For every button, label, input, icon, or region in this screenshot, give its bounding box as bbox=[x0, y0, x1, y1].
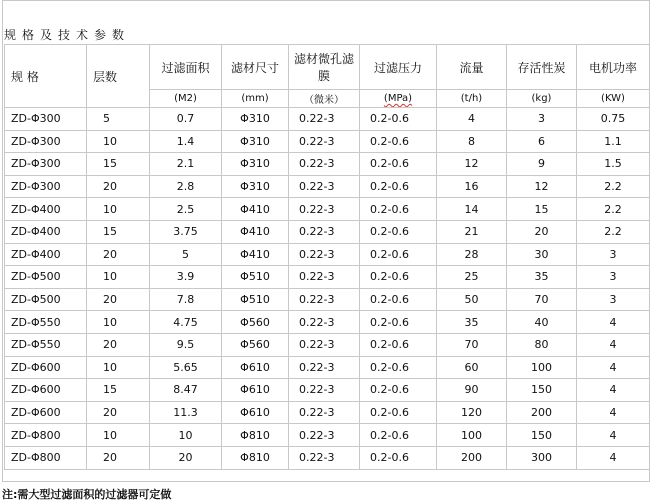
cell-layers: 15 bbox=[87, 379, 150, 402]
cell-carbon: 100 bbox=[507, 356, 577, 379]
cell-carbon: 6 bbox=[507, 130, 577, 153]
cell-layers: 10 bbox=[87, 130, 150, 153]
cell-area: 2.8 bbox=[150, 175, 222, 198]
cell-pressure: 0.2-0.6 bbox=[360, 311, 437, 334]
cell-pore: 0.22-3 bbox=[289, 288, 360, 311]
cell-flow: 100 bbox=[437, 424, 507, 447]
footnote: 注:需大型过滤面积的过滤器可定做 bbox=[2, 488, 172, 501]
table-row bbox=[5, 379, 650, 402]
cell-pore: 0.22-3 bbox=[289, 446, 360, 469]
cell-pressure: 0.2-0.6 bbox=[360, 288, 437, 311]
cell-layers: 20 bbox=[87, 333, 150, 356]
table-row bbox=[5, 198, 650, 221]
cell-carbon: 70 bbox=[507, 288, 577, 311]
cell-flow: 16 bbox=[437, 175, 507, 198]
cell-pressure: 0.2-0.6 bbox=[360, 446, 437, 469]
cell-carbon: 80 bbox=[507, 333, 577, 356]
cell-spec: ZD-Φ300 bbox=[5, 175, 87, 198]
cell-size: Φ810 bbox=[222, 424, 289, 447]
cell-pressure: 0.2-0.6 bbox=[360, 266, 437, 289]
cell-power: 4 bbox=[577, 333, 650, 356]
cell-flow: 25 bbox=[437, 266, 507, 289]
cell-flow: 200 bbox=[437, 446, 507, 469]
cell-size: Φ310 bbox=[222, 175, 289, 198]
cell-layers: 20 bbox=[87, 401, 150, 424]
cell-area: 0.7 bbox=[150, 108, 222, 131]
cell-power: 2.2 bbox=[577, 198, 650, 221]
cell-size: Φ610 bbox=[222, 401, 289, 424]
table-row bbox=[5, 153, 650, 176]
unit-pressure: (MPa) bbox=[360, 90, 437, 108]
header-power: 电机功率 bbox=[577, 45, 650, 90]
cell-power: 2.2 bbox=[577, 220, 650, 243]
cell-area: 1.4 bbox=[150, 130, 222, 153]
cell-area: 11.3 bbox=[150, 401, 222, 424]
cell-spec: ZD-Φ600 bbox=[5, 356, 87, 379]
cell-carbon: 150 bbox=[507, 424, 577, 447]
cell-power: 1.5 bbox=[577, 153, 650, 176]
cell-area: 2.1 bbox=[150, 153, 222, 176]
table-row bbox=[5, 446, 650, 469]
cell-size: Φ610 bbox=[222, 379, 289, 402]
cell-pressure: 0.2-0.6 bbox=[360, 198, 437, 221]
header-flow: 流量 bbox=[437, 45, 507, 90]
cell-carbon: 3 bbox=[507, 108, 577, 131]
cell-spec: ZD-Φ600 bbox=[5, 401, 87, 424]
cell-size: Φ560 bbox=[222, 333, 289, 356]
cell-carbon: 200 bbox=[507, 401, 577, 424]
cell-spec: ZD-Φ500 bbox=[5, 266, 87, 289]
cell-spec: ZD-Φ600 bbox=[5, 379, 87, 402]
cell-pore: 0.22-3 bbox=[289, 266, 360, 289]
cell-spec: ZD-Φ300 bbox=[5, 130, 87, 153]
cell-pressure: 0.2-0.6 bbox=[360, 401, 437, 424]
cell-spec: ZD-Φ300 bbox=[5, 108, 87, 131]
cell-spec: ZD-Φ800 bbox=[5, 424, 87, 447]
table-row bbox=[5, 356, 650, 379]
spec-table bbox=[4, 44, 650, 470]
cell-flow: 12 bbox=[437, 153, 507, 176]
cell-size: Φ610 bbox=[222, 356, 289, 379]
cell-area: 3.75 bbox=[150, 220, 222, 243]
header-pore: 滤材微孔滤膜 bbox=[289, 45, 360, 90]
cell-size: Φ510 bbox=[222, 266, 289, 289]
cell-area: 8.47 bbox=[150, 379, 222, 402]
cell-layers: 20 bbox=[87, 175, 150, 198]
cell-carbon: 40 bbox=[507, 311, 577, 334]
cell-area: 7.8 bbox=[150, 288, 222, 311]
cell-pore: 0.22-3 bbox=[289, 311, 360, 334]
cell-layers: 10 bbox=[87, 198, 150, 221]
cell-pore: 0.22-3 bbox=[289, 198, 360, 221]
cell-power: 4 bbox=[577, 356, 650, 379]
cell-flow: 35 bbox=[437, 311, 507, 334]
cell-size: Φ410 bbox=[222, 243, 289, 266]
cell-carbon: 15 bbox=[507, 198, 577, 221]
cell-size: Φ410 bbox=[222, 220, 289, 243]
cell-spec: ZD-Φ550 bbox=[5, 333, 87, 356]
cell-flow: 21 bbox=[437, 220, 507, 243]
table-row bbox=[5, 243, 650, 266]
cell-layers: 15 bbox=[87, 153, 150, 176]
cell-pressure: 0.2-0.6 bbox=[360, 243, 437, 266]
cell-layers: 10 bbox=[87, 266, 150, 289]
cell-area: 4.75 bbox=[150, 311, 222, 334]
table-row bbox=[5, 220, 650, 243]
cell-layers: 10 bbox=[87, 311, 150, 334]
cell-pore: 0.22-3 bbox=[289, 130, 360, 153]
cell-power: 4 bbox=[577, 424, 650, 447]
table-row bbox=[5, 175, 650, 198]
cell-pressure: 0.2-0.6 bbox=[360, 175, 437, 198]
cell-power: 3 bbox=[577, 266, 650, 289]
cell-size: Φ310 bbox=[222, 108, 289, 131]
cell-flow: 50 bbox=[437, 288, 507, 311]
cell-pore: 0.22-3 bbox=[289, 379, 360, 402]
cell-carbon: 20 bbox=[507, 220, 577, 243]
table-row bbox=[5, 401, 650, 424]
cell-layers: 10 bbox=[87, 424, 150, 447]
cell-spec: ZD-Φ550 bbox=[5, 311, 87, 334]
header-spec: 规 格 bbox=[5, 45, 87, 108]
cell-pore: 0.22-3 bbox=[289, 153, 360, 176]
cell-layers: 20 bbox=[87, 243, 150, 266]
cell-layers: 15 bbox=[87, 220, 150, 243]
cell-spec: ZD-Φ300 bbox=[5, 153, 87, 176]
cell-pore: 0.22-3 bbox=[289, 356, 360, 379]
cell-layers: 5 bbox=[87, 108, 150, 131]
cell-size: Φ310 bbox=[222, 153, 289, 176]
cell-area: 5.65 bbox=[150, 356, 222, 379]
section-heading: 规格及技术参数 bbox=[4, 28, 131, 42]
cell-spec: ZD-Φ500 bbox=[5, 288, 87, 311]
header-carbon: 存活性炭 bbox=[507, 45, 577, 90]
cell-flow: 28 bbox=[437, 243, 507, 266]
header-pressure: 过滤压力 bbox=[360, 45, 437, 90]
cell-flow: 70 bbox=[437, 333, 507, 356]
cell-carbon: 12 bbox=[507, 175, 577, 198]
cell-area: 3.9 bbox=[150, 266, 222, 289]
cell-pressure: 0.2-0.6 bbox=[360, 424, 437, 447]
cell-carbon: 35 bbox=[507, 266, 577, 289]
cell-spec: ZD-Φ400 bbox=[5, 220, 87, 243]
unit-flow: (t/h) bbox=[437, 90, 507, 108]
cell-carbon: 150 bbox=[507, 379, 577, 402]
table-row bbox=[5, 108, 650, 131]
table-row bbox=[5, 424, 650, 447]
cell-area: 5 bbox=[150, 243, 222, 266]
cell-area: 2.5 bbox=[150, 198, 222, 221]
cell-area: 9.5 bbox=[150, 333, 222, 356]
cell-spec: ZD-Φ400 bbox=[5, 198, 87, 221]
cell-pore: 0.22-3 bbox=[289, 424, 360, 447]
cell-flow: 8 bbox=[437, 130, 507, 153]
cell-size: Φ410 bbox=[222, 198, 289, 221]
cell-pore: 0.22-3 bbox=[289, 333, 360, 356]
cell-flow: 14 bbox=[437, 198, 507, 221]
cell-pressure: 0.2-0.6 bbox=[360, 333, 437, 356]
cell-flow: 120 bbox=[437, 401, 507, 424]
cell-size: Φ310 bbox=[222, 130, 289, 153]
cell-power: 1.1 bbox=[577, 130, 650, 153]
unit-power: (KW) bbox=[577, 90, 650, 108]
cell-power: 4 bbox=[577, 379, 650, 402]
table-row bbox=[5, 130, 650, 153]
cell-size: Φ510 bbox=[222, 288, 289, 311]
unit-size: (mm) bbox=[222, 90, 289, 108]
cell-carbon: 300 bbox=[507, 446, 577, 469]
cell-flow: 4 bbox=[437, 108, 507, 131]
cell-power: 3 bbox=[577, 243, 650, 266]
cell-size: Φ810 bbox=[222, 446, 289, 469]
table-row bbox=[5, 288, 650, 311]
cell-carbon: 9 bbox=[507, 153, 577, 176]
cell-power: 4 bbox=[577, 311, 650, 334]
cell-carbon: 30 bbox=[507, 243, 577, 266]
cell-area: 20 bbox=[150, 446, 222, 469]
unit-area: (M2) bbox=[150, 90, 222, 108]
cell-spec: ZD-Φ400 bbox=[5, 243, 87, 266]
cell-layers: 10 bbox=[87, 356, 150, 379]
cell-area: 10 bbox=[150, 424, 222, 447]
cell-pressure: 0.2-0.6 bbox=[360, 153, 437, 176]
cell-layers: 20 bbox=[87, 288, 150, 311]
cell-pore: 0.22-3 bbox=[289, 220, 360, 243]
cell-power: 2.2 bbox=[577, 175, 650, 198]
cell-power: 0.75 bbox=[577, 108, 650, 131]
cell-flow: 60 bbox=[437, 356, 507, 379]
cell-pore: 0.22-3 bbox=[289, 243, 360, 266]
cell-layers: 20 bbox=[87, 446, 150, 469]
cell-pore: 0.22-3 bbox=[289, 108, 360, 131]
header-size: 滤材尺寸 bbox=[222, 45, 289, 90]
table-row bbox=[5, 311, 650, 334]
cell-power: 4 bbox=[577, 446, 650, 469]
cell-power: 4 bbox=[577, 401, 650, 424]
cell-pore: 0.22-3 bbox=[289, 401, 360, 424]
cell-pressure: 0.2-0.6 bbox=[360, 108, 437, 131]
cell-pressure: 0.2-0.6 bbox=[360, 220, 437, 243]
cell-pressure: 0.2-0.6 bbox=[360, 130, 437, 153]
cell-pore: 0.22-3 bbox=[289, 175, 360, 198]
header-layers: 层数 bbox=[87, 45, 150, 108]
table-row bbox=[5, 333, 650, 356]
cell-spec: ZD-Φ800 bbox=[5, 446, 87, 469]
cell-pressure: 0.2-0.6 bbox=[360, 356, 437, 379]
cell-flow: 90 bbox=[437, 379, 507, 402]
unit-pore: （微米） bbox=[289, 90, 360, 108]
unit-carbon: (kg) bbox=[507, 90, 577, 108]
cell-power: 3 bbox=[577, 288, 650, 311]
cell-pressure: 0.2-0.6 bbox=[360, 379, 437, 402]
table-row bbox=[5, 266, 650, 289]
header-area: 过滤面积 bbox=[150, 45, 222, 90]
header-row bbox=[5, 45, 650, 90]
cell-size: Φ560 bbox=[222, 311, 289, 334]
